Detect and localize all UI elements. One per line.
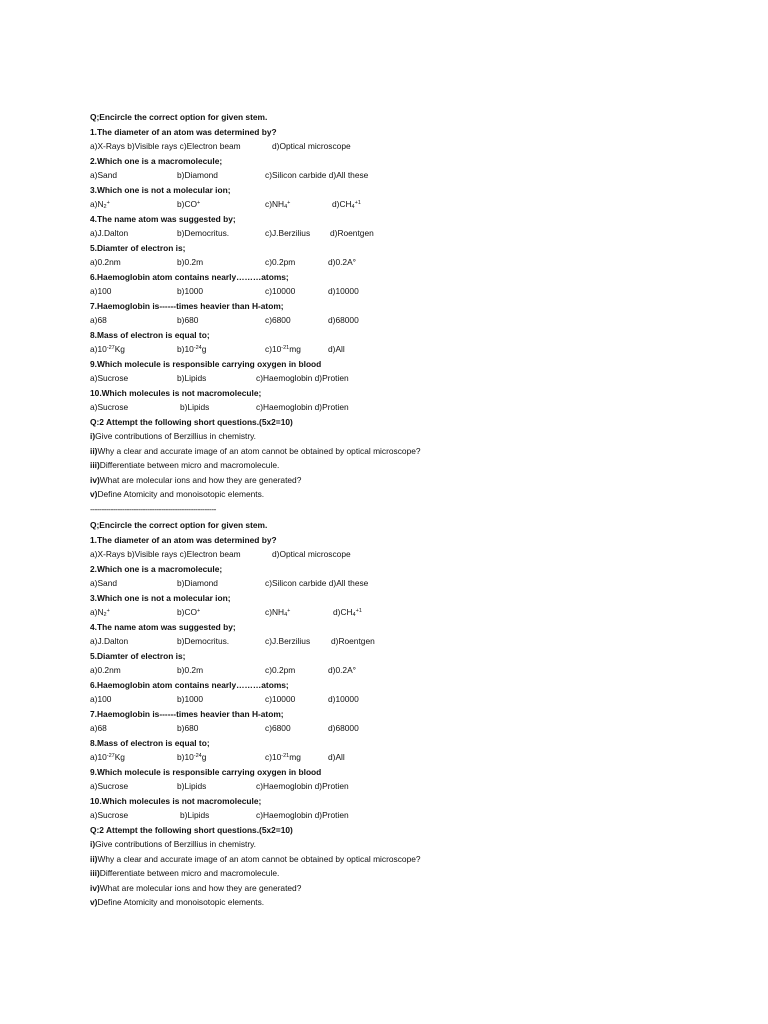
question-6-stem: 6.Haemoglobin atom contains nearly………atoms; (90, 679, 289, 690)
option-d: $d)CH_4^{+1}$ (333, 607, 362, 618)
option-c: c)0.2pm (265, 665, 296, 675)
option-b: b)Democritus. (177, 636, 230, 646)
option-c: $c)NH_4^+$ (265, 199, 291, 210)
question-5-options (90, 255, 730, 270)
question-8-stem: 8.Mass of electron is equal to; (90, 737, 210, 748)
option-a: a)Sand (90, 170, 118, 180)
option-a: a)100 (90, 694, 112, 704)
question-10-options (90, 400, 730, 415)
mcq-heading: Q;Encircle the correct option for given stem. (90, 112, 268, 122)
question-6-options (90, 692, 730, 707)
option-c: c)6800 (265, 315, 291, 325)
question-5-stem: 5.Diamter of electron is; (90, 650, 186, 661)
question-9-options (90, 779, 730, 794)
option-b: b)Lipids (177, 373, 207, 383)
option-c: c)10000 (265, 694, 296, 704)
option-b: b)Lipids (180, 810, 210, 820)
option-c-d: c)Silicon carbide d)All these (265, 170, 369, 180)
question-1-stem: 1.The diameter of an atom was determined by? (90, 126, 277, 137)
option-d: d)All (328, 752, 345, 762)
quiz-sheet-2 (90, 518, 730, 910)
question-1-options (90, 139, 730, 154)
option-a: a)68 (90, 723, 107, 733)
question-3-options (90, 605, 730, 620)
question-4-stem: 4.The name atom was suggested by; (90, 213, 236, 224)
short-question-3: iii)Differentiate between micro and macromolecule. (90, 868, 280, 878)
option-b: b)0.2m (177, 257, 204, 267)
question-2-options (90, 168, 730, 183)
question-1-options (90, 547, 730, 562)
option-a: a)100 (90, 286, 112, 296)
question-9-stem: 9.Which molecule is responsible carrying oxygen in blood (90, 358, 322, 369)
question-5-stem: 5.Diamter of electron is; (90, 242, 186, 253)
option-b: b)1000 (177, 694, 204, 704)
option-b: b)1000 (177, 286, 204, 296)
short-questions-heading: Q:2 Attempt the following short questions.(5x2=10) (90, 416, 293, 427)
quiz-page (90, 110, 730, 910)
option-c: c)10000 (265, 286, 296, 296)
short-question-5: v)Define Atomicity and monoisotopic elements. (90, 489, 265, 499)
option-d: d)68000 (328, 315, 359, 325)
question-4-options (90, 226, 730, 241)
question-8-options (90, 342, 730, 357)
question-3-stem: 3.Which one is not a molecular ion; (90, 184, 231, 195)
option-d: d)Roentgen (330, 228, 374, 238)
question-10-stem: 10.Which molecules is not macromolecule; (90, 795, 262, 806)
question-3-options (90, 197, 730, 212)
question-9-stem: 9.Which molecule is responsible carrying oxygen in blood (90, 766, 322, 777)
option-c: c)J.Berzilius (265, 228, 311, 238)
question-7-options (90, 313, 730, 328)
quiz-sheet-1 (90, 110, 730, 502)
option-a: a)Sand (90, 578, 118, 588)
question-1-stem: 1.The diameter of an atom was determined by? (90, 534, 277, 545)
option-a: a)0.2nm (90, 257, 121, 267)
option-c-d: c)Haemoglobin d)Protien (256, 402, 349, 412)
option-a: a)Sucrose (90, 402, 129, 412)
question-10-options (90, 808, 730, 823)
option-a-b-c: a)X-Rays b)Visible rays c)Electron beam (90, 141, 241, 151)
short-question-1: i)Give contributions of Berzillius in chemistry. (90, 839, 257, 849)
option-c-d: c)Silicon carbide d)All these (265, 578, 369, 588)
option-b: $b)10^{-24}g$ (177, 344, 207, 354)
option-b: b)Diamond (177, 170, 218, 180)
question-8-stem: 8.Mass of electron is equal to; (90, 329, 210, 340)
option-a: $a)10^{-27}Kg$ (90, 752, 125, 762)
option-b: b)CO+ (177, 199, 201, 209)
short-question-3: iii)Differentiate between micro and macromolecule. (90, 460, 280, 470)
option-c: $c)10^{-21}mg$ (265, 344, 301, 354)
option-a-b-c: a)X-Rays b)Visible rays c)Electron beam (90, 549, 241, 559)
short-questions-heading: Q:2 Attempt the following short questions.(5x2=10) (90, 824, 293, 835)
option-a: a)0.2nm (90, 665, 121, 675)
question-7-stem: 7.Haemoglobin is------times heavier than H-atom; (90, 300, 284, 311)
option-c: c)0.2pm (265, 257, 296, 267)
option-c: c)J.Berzilius (265, 636, 311, 646)
option-d: d)10000 (328, 694, 359, 704)
option-d: d)Optical microscope (272, 549, 351, 559)
option-d: d)Roentgen (331, 636, 375, 646)
option-a: a)Sucrose (90, 810, 129, 820)
option-c: $c)NH_4^+$ (265, 607, 291, 618)
option-a: a)68 (90, 315, 107, 325)
option-b: $b)10^{-24}g$ (177, 752, 207, 762)
option-a: a)Sucrose (90, 781, 129, 791)
question-4-stem: 4.The name atom was suggested by; (90, 621, 236, 632)
short-question-2: ii)Why a clear and accurate image of an atom cannot be obtained by optical microscope? (90, 853, 421, 864)
question-3-stem: 3.Which one is not a molecular ion; (90, 592, 231, 603)
question-9-options (90, 371, 730, 386)
option-d: d)All (328, 344, 345, 354)
option-b: b)Diamond (177, 578, 218, 588)
question-8-options (90, 750, 730, 765)
mcq-heading: Q;Encircle the correct option for given stem. (90, 520, 268, 530)
option-d: d)0.2A° (328, 257, 357, 267)
question-6-stem: 6.Haemoglobin atom contains nearly………atoms; (90, 271, 289, 282)
option-b: b)Lipids (177, 781, 207, 791)
question-2-stem: 2.Which one is a macromolecule; (90, 563, 223, 574)
option-b: b)CO+ (177, 607, 201, 617)
question-5-options (90, 663, 730, 678)
option-a: a)J.Dalton (90, 228, 129, 238)
option-c: c)6800 (265, 723, 291, 733)
option-b: b)0.2m (177, 665, 204, 675)
short-question-4: iv)What are molecular ions and how they are generated? (90, 474, 302, 485)
option-b: b)680 (177, 723, 199, 733)
question-7-stem: 7.Haemoglobin is------times heavier than H-atom; (90, 708, 284, 719)
option-a: $a)10^{-27}Kg$ (90, 344, 125, 354)
question-2-options (90, 576, 730, 591)
question-10-stem: 10.Which molecules is not macromolecule; (90, 387, 262, 398)
option-b: b)Lipids (180, 402, 210, 412)
option-d: $d)CH_4^{+1}$ (332, 199, 361, 210)
option-d: d)0.2A° (328, 665, 357, 675)
option-a: a)J.Dalton (90, 636, 129, 646)
option-a: $a)N_2^+$ (90, 607, 110, 618)
question-7-options (90, 721, 730, 736)
option-c-d: c)Haemoglobin d)Protien (256, 373, 349, 383)
option-a: $a)N_2^+$ (90, 199, 110, 210)
option-c: $c)10^{-21}mg$ (265, 752, 301, 762)
option-d: d)10000 (328, 286, 359, 296)
short-question-2: ii)Why a clear and accurate image of an atom cannot be obtained by optical microscope? (90, 445, 421, 456)
sheet-divider: ------------------------------------------------------- (90, 503, 216, 514)
option-c-d: c)Haemoglobin d)Protien (256, 781, 349, 791)
option-b: b)680 (177, 315, 199, 325)
short-question-1: i)Give contributions of Berzillius in chemistry. (90, 431, 257, 441)
option-c-d: c)Haemoglobin d)Protien (256, 810, 349, 820)
question-2-stem: 2.Which one is a macromolecule; (90, 155, 223, 166)
option-d: d)Optical microscope (272, 141, 351, 151)
option-d: d)68000 (328, 723, 359, 733)
short-question-4: iv)What are molecular ions and how they are generated? (90, 882, 302, 893)
short-question-5: v)Define Atomicity and monoisotopic elements. (90, 897, 265, 907)
option-b: b)Democritus. (177, 228, 230, 238)
option-a: a)Sucrose (90, 373, 129, 383)
question-4-options (90, 634, 730, 649)
question-6-options (90, 284, 730, 299)
